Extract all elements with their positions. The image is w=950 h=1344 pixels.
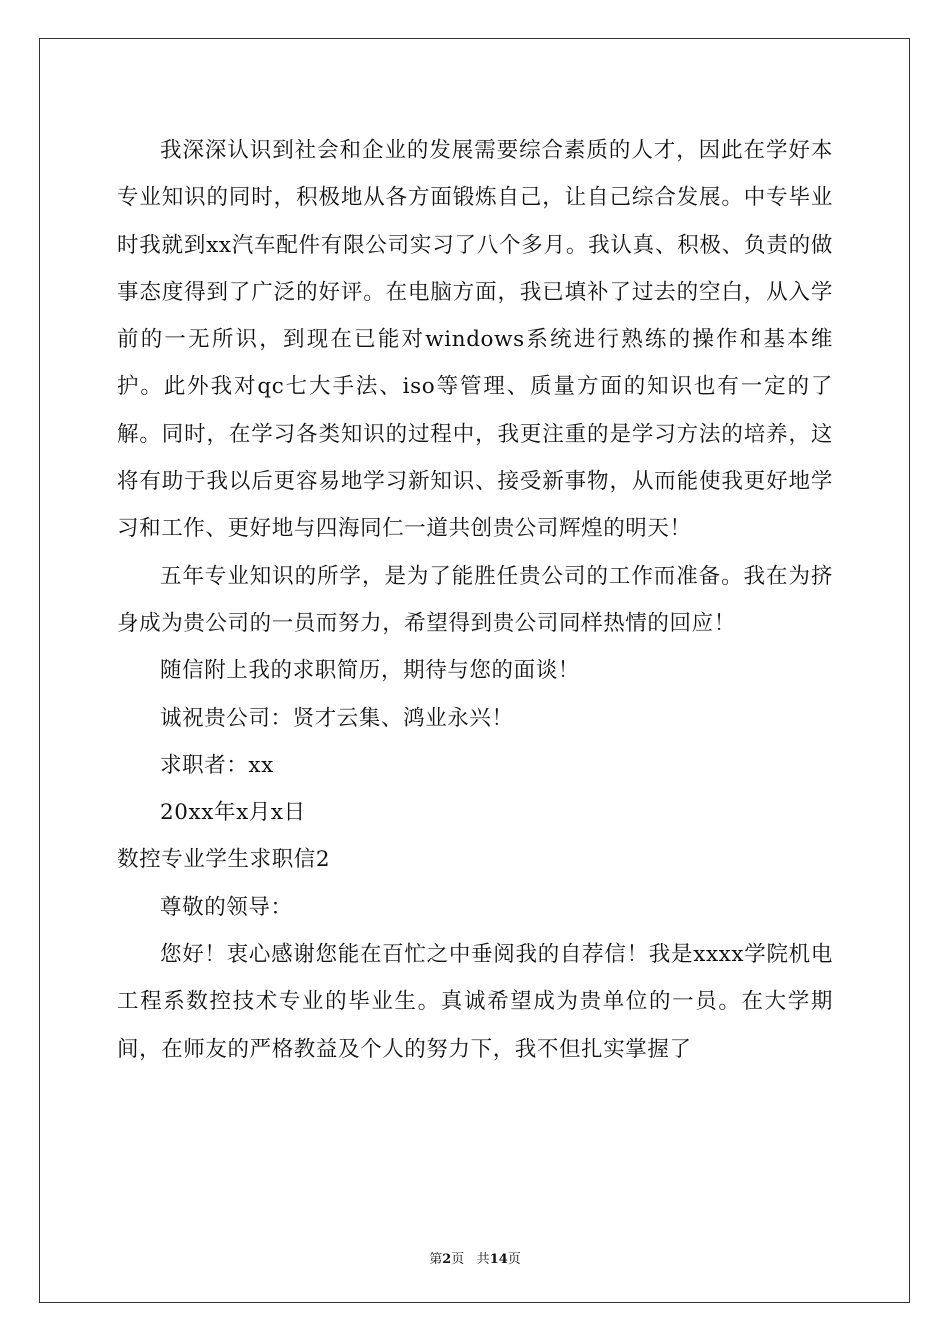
paragraph-greeting: 您好！衷心感谢您能在百忙之中垂阅我的自荐信！我是xxxx学院机电工程系数控技术专业的毕业生。真诚希望成为贵单位的一员。在大学期间，在师友的严格教益及个人的努力下，我不但扎实掌握了 xyxy=(117,942,833,1062)
signature-date: 20xx年x月x日 xyxy=(160,800,306,826)
footer-total-prefix: 共 xyxy=(476,1252,490,1267)
section-title: 数控专业学生求职信2 xyxy=(117,847,331,873)
salutation: 尊敬的领导： xyxy=(160,894,293,920)
page-footer xyxy=(0,1248,950,1267)
signature-applicant: 求职者：xx xyxy=(160,752,274,778)
paragraph-skills: 我深深认识到社会和企业的发展需要综合素质的人才，因此在学好本专业知识的同时，积极地从各方面锻炼自己，让自己综合发展。中专毕业时我就到xx汽车配件有限公司实习了八个多月。我认真、积极、负责的做事态度得到了广泛的好评。在电脑方面，我已填补了过去的空白，从入学前的一无所识，到现在已能对windows系统进行熟练的操作和基本维护。此外我对qc七大手法、iso等管理、质量方面的知识也有一定的了解。同时，在学习各类知识的过程中，我更注重的是学习方法的培养，这将有助于我以后更容易地学习新知识、接受新事物，从而能使我更好地学习和工作、更好地与四海同仁一道共创贵公司辉煌的明天！ xyxy=(117,138,833,542)
paragraph-wishes: 诚祝贵公司：贤才云集、鸿业永兴！ xyxy=(160,705,514,731)
footer-page-prefix: 第 xyxy=(429,1252,443,1267)
paragraph-preparation: 五年专业知识的所学，是为了能胜任贵公司的工作而准备。我在为挤身成为贵公司的一员而努力，希望得到贵公司同样热情的回应！ xyxy=(117,563,833,636)
footer-page-number: 2 xyxy=(442,1252,452,1267)
paragraph-attachment: 随信附上我的求职简历，期待与您的面谈！ xyxy=(160,658,580,684)
document-body xyxy=(117,127,833,1073)
footer-total-pages: 14 xyxy=(489,1252,508,1267)
footer-total-suffix: 页 xyxy=(507,1252,521,1267)
footer-page-suffix: 页 xyxy=(451,1252,465,1267)
